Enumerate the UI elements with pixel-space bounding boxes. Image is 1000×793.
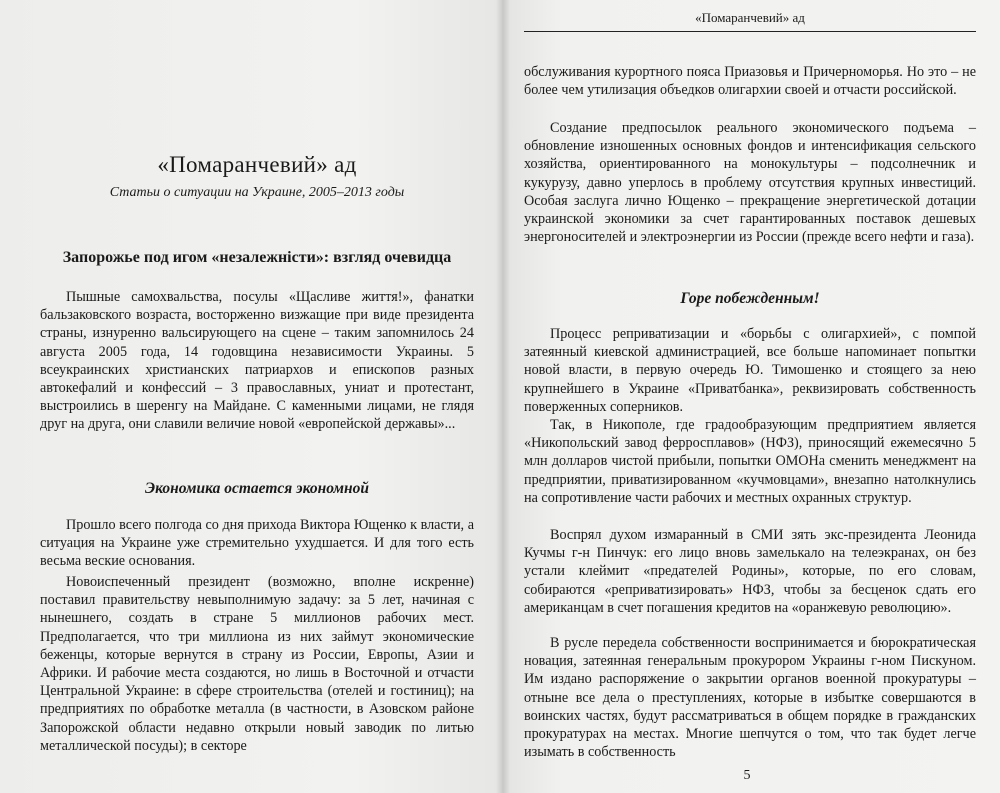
body-paragraph: Новоиспеченный президент (возможно, вполне искренне) поставил правительству невыполнимую задачу: за 5 лет, начиная с нынешнего, создать в стране 5 миллионов рабочих мест. Предполагается, что три миллиона из них займут экономические беженцы, которые вернутся в страну из России, Европы, Азии и Африки. И рабочие места создаются, но лишь в Восточной и отчасти Центральной Украине: в сфере строительства (отелей и гостиниц); на предприятиях по обработке металла (в частности, в Азовском районе Запорожской области недавно открыли новый заводик по литью металлической посуды); в секторе	[40, 574, 474, 754]
body-paragraph: В русле передела собственности воспринимается и бюрократическая новация, затеянная генеральным прокурором Украины г-ном Пискуном. Им издано распоряжение о закрытии органов военной прокуратуры – отныне все дела о преступлениях, которые в избытке совершаются в воинских частях, будут рассматриваться в общем порядке в гражданских прокуратурах на местах. Многие шепчутся о том, что так будет легче изымать в собственность	[524, 635, 976, 761]
body-paragraph: Воспрял духом измаранный в СМИ зять экс-президента Леонида Кучмы г-н Пинчук: его лицо вновь замелькало на телеэкранах, он без устали клеймит «предателей Родины», которые, по его словам, собираются «реприватизировать» НФЗ, чтобы за бесценок сдать его американцам в счет погашения кредитов на «оранжевую революцию».	[524, 527, 976, 616]
body-paragraph: Процесс реприватизации и «борьбы с олигархией», с помпой затеянный киевской администрацией, все больше напоминает попытки новой власти, в первую очередь Ю. Тимошенко и стоящего за нею крупнейшего в Украине «Приватбанка», реквизировать собственность поверженных соперников.	[524, 326, 976, 415]
body-paragraph: Так, в Никополе, где градообразующим предприятием является «Никопольский завод ферросплавов» (НФЗ), приносящий ежемесячно 5 млн долларов чистой прибыли, попытки ОМОНа сменить менеджмент на предприятии, приватизированном «кучмовцами», внезапно натолкнулись на сопротивление части рабочих и местных охранных структур.	[524, 417, 976, 506]
header-rule	[524, 31, 976, 32]
book-gutter	[496, 0, 510, 793]
body-paragraph: обслуживания курортного пояса Приазовья и Причерноморья. Но это – не более чем утилизация объедков олигархии своей и отчасти российской.	[524, 64, 976, 99]
body-paragraph: Создание предпосылок реального экономического подъема – обновление изношенных основных фондов и интенсификация сельского хозяйства, ориентированного на монокультуры – подсолнечник и кукурузу, давно уперлось в проблему отсутствия крупных инвестиций. Особая заслуга лично Ющенко – прекращение энергетической дотации украинской экономики за счет гарантированных поставок дешевых энергоносителей и электроэнергии из России (прежде всего нефти и газа).	[524, 120, 976, 246]
book-title: «Помаранчевий» ад	[157, 152, 357, 177]
page-number: 5	[743, 768, 751, 783]
section-subheading: Экономика остается экономной	[145, 480, 369, 497]
section-subheading: Горе побежденным!	[680, 290, 820, 307]
running-head: «Помаранчевий» ад	[695, 10, 805, 25]
book-subtitle: Статьи о ситуации на Украине, 2005–2013 годы	[109, 185, 405, 200]
right-page	[502, 0, 1000, 793]
body-paragraph: Прошло всего полгода со дня прихода Виктора Ющенко к власти, а ситуация на Украине уже стремительно ухудшается. И для того есть весьма веские основания.	[40, 517, 474, 570]
intro-paragraph: Пышные самохвальства, посулы «Щасливе життя!», фанатки бальзаковского возраста, восторженно визжащие при виде президента страны, изнуренно вальсирующего на сцене – таким запомнилось 24 августа 2005 года, 14 годовщина независимости Украины. 5 всеукраинских христианских патриархов и епископов разных автокефалий и конфессий – 3 православных, униат и протестант, выстроились в шеренгу на Майдане. С каменными лицами, не глядя друг на друга, они славили величие новой «европейской державы»...	[40, 289, 474, 433]
article-heading: Запорожье под игом «незалежністи»: взгляд очевидца	[62, 249, 452, 266]
